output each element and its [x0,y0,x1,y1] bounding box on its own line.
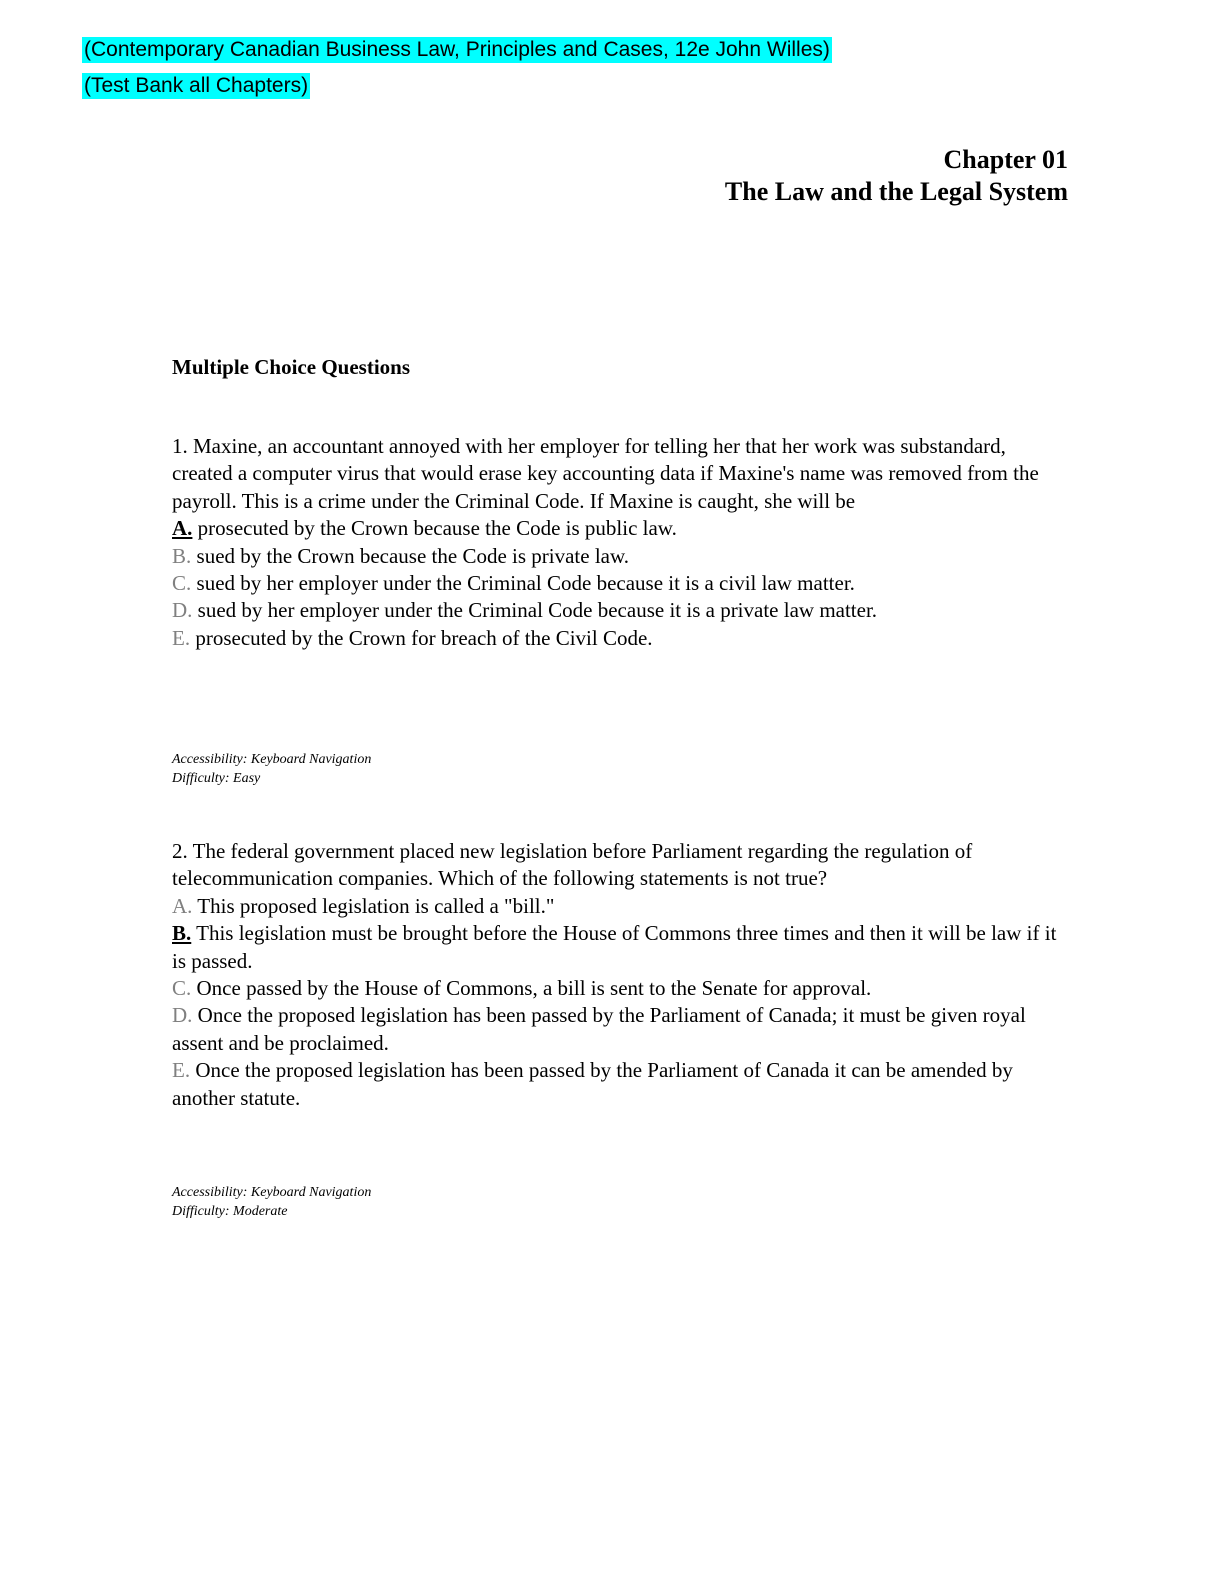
question-2 [172,838,1067,1112]
option-d [172,1002,1067,1057]
option-letter: B. [172,543,192,568]
option-letter: D. [172,1003,193,1028]
header-title-line: (Contemporary Canadian Business Law, Principles and Cases, 12e John Willes) [84,38,830,61]
option-text: Once passed by the House of Commons, a bill is sent to the Senate for approval. [191,976,872,1001]
option-letter: C. [172,976,192,1001]
question-stem: 2. The federal government placed new legislation before Parliament regarding the regulation of telecommunication companies. Which of the following statements is not true? [172,839,973,891]
option-text: sued by the Crown because the Code is private law. [191,543,630,568]
option-letter: E. [172,625,191,650]
option-b [172,543,1067,570]
question-1-meta [172,751,371,788]
option-text: This legislation must be brought before the House of Commons three times and then it will be law if it is passed. [172,921,1057,973]
option-letter-correct: B. [172,921,192,946]
difficulty-tag: Difficulty: Moderate [172,1203,288,1219]
section-heading: Multiple Choice Questions [172,355,411,379]
accessibility-tag: Accessibility: Keyboard Navigation [172,752,372,767]
option-text: Once the proposed legislation has been passed by the Parliament of Canada it can be amended by another statute. [172,1058,1013,1110]
option-letter: A. [172,893,193,918]
option-text: sued by her employer under the Criminal Code because it is a civil law matter. [191,571,855,596]
chapter-number: Chapter 01 [943,145,1068,174]
option-text: prosecuted by the Crown for breach of the Civil Code. [190,625,653,650]
option-text: prosecuted by the Crown because the Code is public law. [192,516,677,541]
option-c [172,975,1067,1002]
option-text: sued by her employer under the Criminal Code because it is a private law matter. [192,598,878,623]
question-stem: 1. Maxine, an accountant annoyed with her employer for telling her that her work was substandard, created a computer virus that would erase key accounting data if Maxine's name was removed from the payroll. This is a crime under the Criminal Code. If Maxine is caught, she will be [172,434,1039,513]
option-letter: C. [172,571,192,596]
option-d [172,597,1067,624]
option-letter: D. [172,598,193,623]
option-b [172,920,1067,975]
header-subtitle-line: (Test Bank all Chapters) [84,74,309,97]
option-letter: E. [172,1058,191,1083]
option-text: This proposed legislation is called a "bill." [192,893,555,918]
option-letter-correct: A. [172,516,193,541]
option-e [172,1057,1067,1112]
option-e [172,625,1067,652]
difficulty-tag: Difficulty: Easy [172,770,261,786]
accessibility-tag: Accessibility: Keyboard Navigation [172,1185,372,1200]
question-1 [172,433,1067,652]
question-2-meta [172,1184,371,1221]
option-c [172,570,1067,597]
option-a [172,893,1067,920]
option-a [172,515,1067,542]
chapter-title: The Law and the Legal System [724,177,1068,206]
option-text: Once the proposed legislation has been passed by the Parliament of Canada; it must be given royal assent and be proclaimed. [172,1003,1026,1055]
